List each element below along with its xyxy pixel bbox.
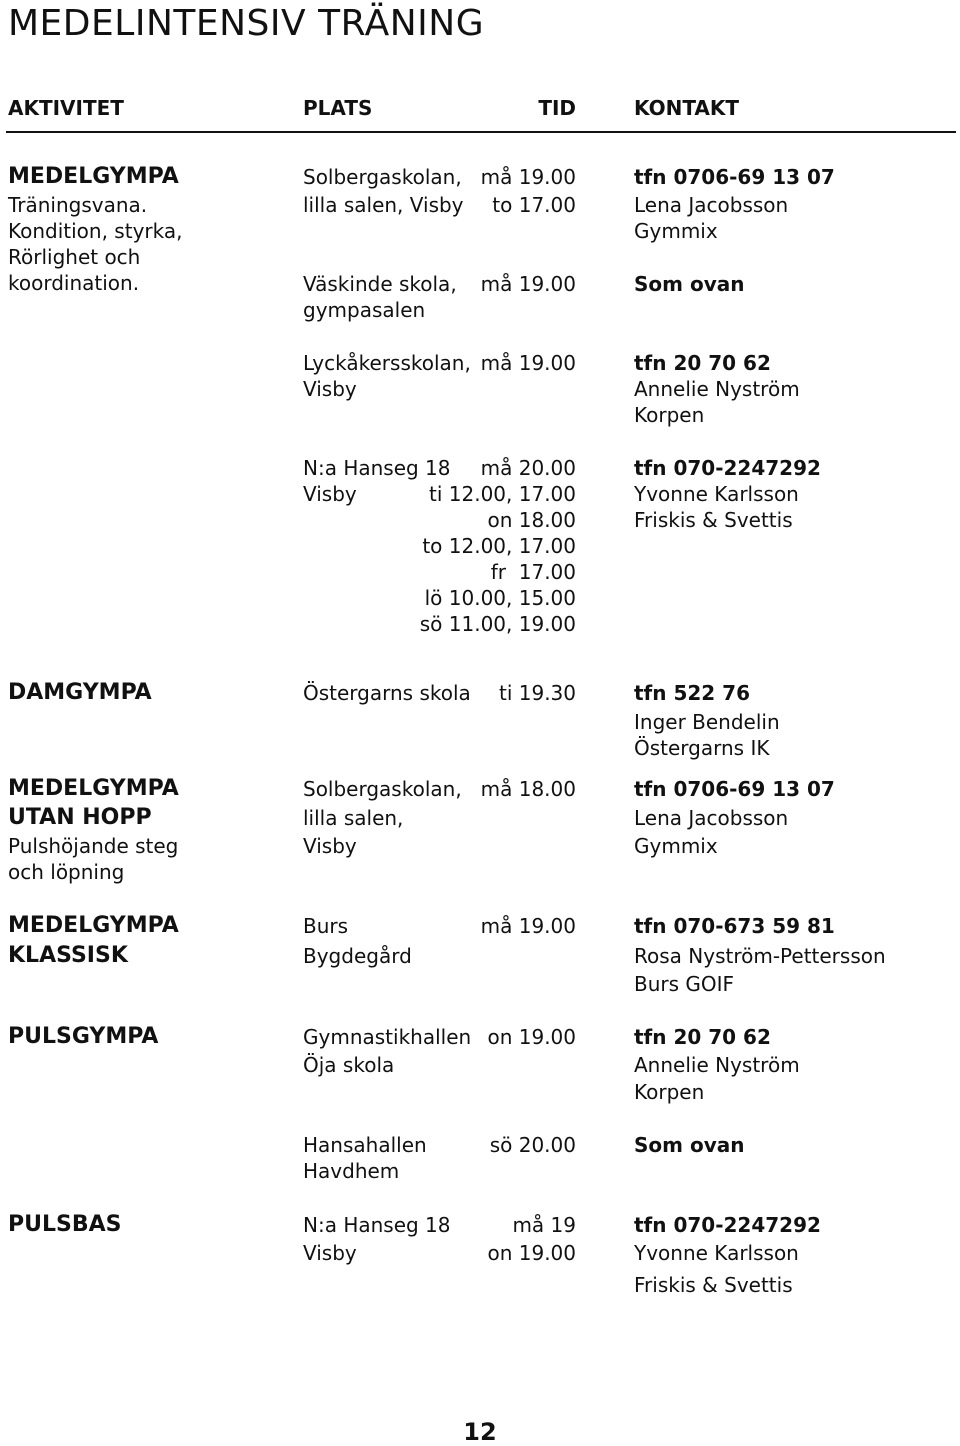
contact-organization: Gymmix — [634, 834, 718, 858]
place-line: Bygdegård — [303, 944, 412, 968]
place-line: Solbergaskolan, — [303, 777, 462, 801]
contact-phone: tfn 0706-69 13 07 — [634, 777, 835, 801]
time-line: fr 17.00 — [490, 560, 576, 584]
place-line: N:a Hanseg 18 — [303, 456, 451, 480]
header-contact: KONTAKT — [634, 96, 740, 120]
contact-organization: Friskis & Svettis — [634, 1273, 793, 1297]
activity-description: Pulshöjande steg — [8, 834, 179, 858]
contact-person: Lena Jacobsson — [634, 193, 789, 217]
place-line: lilla salen, Visby — [303, 193, 464, 217]
time-line: sö 11.00, 19.00 — [419, 612, 576, 636]
place-line: Öja skola — [303, 1053, 395, 1077]
contact-organization: Burs GOIF — [634, 972, 735, 996]
activity-description: och löpning — [8, 860, 125, 884]
activity-name: MEDELGYMPA — [8, 913, 179, 938]
place-line: Visby — [303, 834, 357, 858]
time-line: må 19 — [512, 1213, 576, 1237]
contact-same-as-above: Som ovan — [634, 272, 745, 296]
contact-organization: Gymmix — [634, 219, 718, 243]
place-line: Gymnastikhallen — [303, 1025, 472, 1049]
page-title: MEDELINTENSIV TRÄNING — [8, 3, 485, 44]
time-line: ti 12.00, 17.00 — [429, 482, 576, 506]
place-line: Burs — [303, 914, 349, 938]
activity-name: UTAN HOPP — [8, 805, 152, 830]
place-line: Visby — [303, 1241, 357, 1265]
place-line: Visby — [303, 482, 357, 506]
contact-phone: tfn 070-673 59 81 — [634, 914, 835, 938]
place-line: Havdhem — [303, 1159, 400, 1183]
place-line: Väskinde skola, — [303, 272, 457, 296]
activity-name: KLASSISK — [8, 943, 128, 968]
activity-name: PULSBAS — [8, 1212, 122, 1237]
time-line: må 19.00 — [480, 165, 576, 189]
place-line: Visby — [303, 377, 357, 401]
place-line: lilla salen, — [303, 806, 404, 830]
contact-person: Yvonne Karlsson — [634, 1241, 799, 1265]
contact-person: Annelie Nyström — [634, 377, 800, 401]
contact-organization: Korpen — [634, 403, 705, 427]
activity-name: DAMGYMPA — [8, 680, 152, 705]
contact-organization: Friskis & Svettis — [634, 508, 793, 532]
time-line: ti 19.30 — [498, 681, 576, 705]
page-number: 12 — [463, 1418, 497, 1446]
header-divider — [6, 131, 956, 133]
activity-name: PULSGYMPA — [8, 1024, 159, 1049]
activity-name: MEDELGYMPA — [8, 164, 179, 189]
activity-description: Kondition, styrka, — [8, 219, 183, 243]
contact-organization: Östergarns IK — [634, 736, 770, 760]
header-time: TID — [538, 96, 576, 120]
place-line: N:a Hanseg 18 — [303, 1213, 451, 1237]
activity-description: Träningsvana. — [8, 193, 148, 217]
contact-person: Annelie Nyström — [634, 1053, 800, 1077]
time-line: on 18.00 — [487, 508, 576, 532]
contact-person: Rosa Nyström-Pettersson — [634, 944, 886, 968]
time-line: må 19.00 — [480, 272, 576, 296]
activity-description: Rörlighet och — [8, 245, 141, 269]
contact-same-as-above: Som ovan — [634, 1133, 745, 1157]
activity-description: koordination. — [8, 271, 140, 295]
contact-organization: Korpen — [634, 1080, 705, 1104]
contact-person: Yvonne Karlsson — [634, 482, 799, 506]
contact-phone: tfn 522 76 — [634, 681, 751, 705]
contact-person: Lena Jacobsson — [634, 806, 789, 830]
time-line: sö 20.00 — [489, 1133, 576, 1157]
activity-name: MEDELGYMPA — [8, 776, 179, 801]
time-line: må 18.00 — [480, 777, 576, 801]
header-activity: AKTIVITET — [8, 96, 124, 120]
time-line: lö 10.00, 15.00 — [424, 586, 576, 610]
time-line: må 20.00 — [480, 456, 576, 480]
contact-phone: tfn 20 70 62 — [634, 1025, 771, 1049]
time-line: on 19.00 — [487, 1241, 576, 1265]
contact-phone: tfn 20 70 62 — [634, 351, 771, 375]
time-line: to 17.00 — [492, 193, 576, 217]
place-line: Hansahallen — [303, 1133, 427, 1157]
time-line: to 12.00, 17.00 — [422, 534, 576, 558]
time-line: må 19.00 — [480, 914, 576, 938]
contact-person: Inger Bendelin — [634, 710, 780, 734]
contact-phone: tfn 070-2247292 — [634, 1213, 821, 1237]
place-line: Östergarns skola — [303, 681, 471, 705]
place-line: Lyckåkersskolan, — [303, 351, 471, 375]
place-line: Solbergaskolan, — [303, 165, 462, 189]
contact-phone: tfn 070-2247292 — [634, 456, 821, 480]
place-line: gympasalen — [303, 298, 426, 322]
time-line: on 19.00 — [487, 1025, 576, 1049]
contact-phone: tfn 0706-69 13 07 — [634, 165, 835, 189]
header-place: PLATS — [303, 96, 373, 120]
time-line: må 19.00 — [480, 351, 576, 375]
